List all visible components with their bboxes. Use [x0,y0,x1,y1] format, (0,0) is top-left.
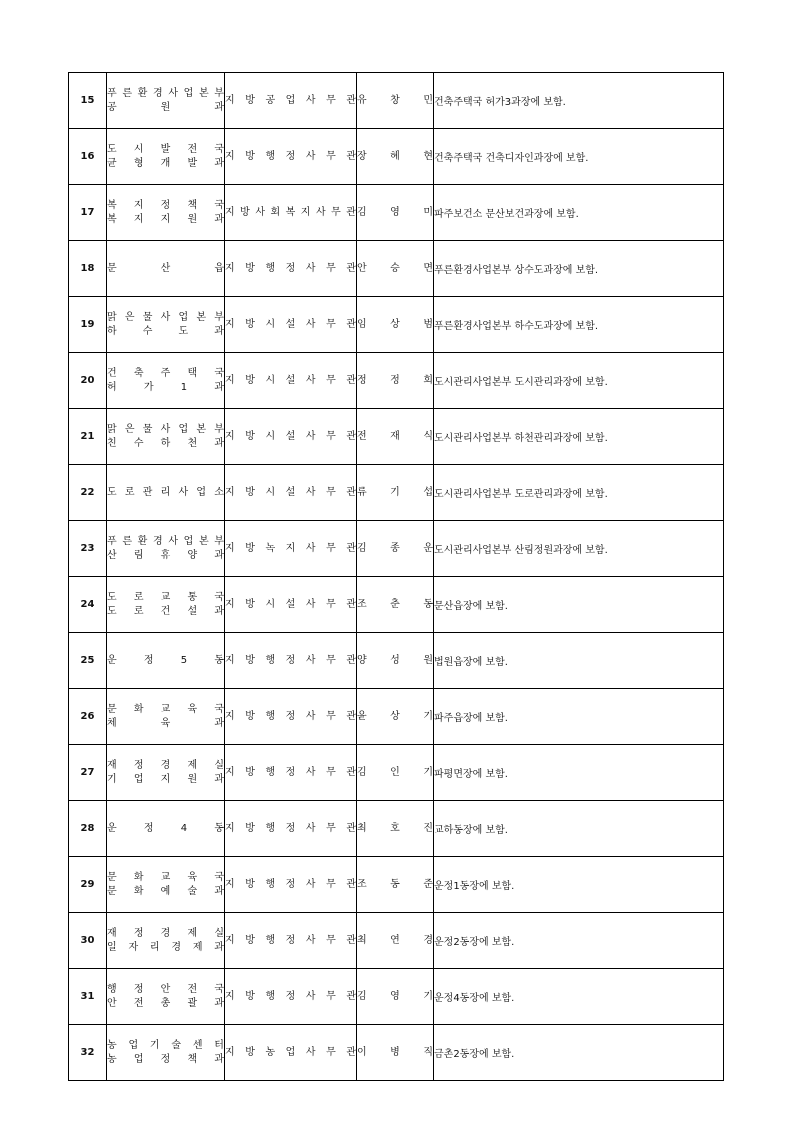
name-cell [357,521,434,577]
person-name: 김 인 기 [357,766,433,778]
rank-text: 지 방 농 업 사 무 관 [225,1046,356,1058]
person-name: 김 종 운 [357,542,433,554]
assignment-note: 푸른환경사업본부 상수도과장에 보함. [434,241,724,297]
table-row [69,801,724,857]
table-row [69,409,724,465]
department-line-2: 안 전 총 괄 과 [107,997,224,1009]
person-name: 이 병 직 [357,1046,433,1058]
rank-text: 지 방 행 정 사 무 관 [225,990,356,1002]
rank-text: 지 방 행 정 사 무 관 [225,654,356,666]
assignment-note: 운정4동장에 보함. [434,969,724,1025]
department-cell [107,185,225,241]
table-row [69,521,724,577]
table-row [69,185,724,241]
assignment-note: 도시관리사업본부 도시관리과장에 보함. [434,353,724,409]
table-row [69,129,724,185]
name-cell [357,241,434,297]
table-row [69,1025,724,1081]
rank-cell [225,297,357,353]
person-name: 김 영 기 [357,990,433,1002]
row-number: 22 [69,465,107,521]
name-cell [357,1025,434,1081]
assignment-note: 운정1동장에 보함. [434,857,724,913]
department-line-1: 재 정 경 제 실 [107,927,224,939]
department-line-2: 균 형 개 발 과 [107,157,224,169]
person-name: 안 승 면 [357,262,433,274]
department-line-2: 체 육 과 [107,717,224,729]
row-number: 32 [69,1025,107,1081]
row-number: 29 [69,857,107,913]
department-line-1: 문 산 읍 [107,262,224,274]
table-row [69,857,724,913]
department-cell [107,689,225,745]
name-cell [357,73,434,129]
rank-text: 지 방 시 설 사 무 관 [225,486,356,498]
row-number: 19 [69,297,107,353]
table-row [69,297,724,353]
rank-text: 지 방 시 설 사 무 관 [225,374,356,386]
rank-cell [225,857,357,913]
assignment-note: 금촌2동장에 보함. [434,1025,724,1081]
person-name: 양 성 원 [357,654,433,666]
row-number: 21 [69,409,107,465]
name-cell [357,969,434,1025]
department-line-1: 재 정 경 제 실 [107,759,224,771]
department-cell [107,969,225,1025]
row-number: 20 [69,353,107,409]
person-name: 정 정 희 [357,374,433,386]
assignment-note: 도시관리사업본부 도로관리과장에 보함. [434,465,724,521]
assignment-note: 건축주택국 허가3과장에 보함. [434,73,724,129]
table-row [69,353,724,409]
row-number: 31 [69,969,107,1025]
rank-text: 지 방 행 정 사 무 관 [225,822,356,834]
department-cell [107,73,225,129]
assignment-note: 파주읍장에 보함. [434,689,724,745]
department-line-1: 푸 른 환 경 사 업 본 부 [107,535,224,547]
rank-cell [225,969,357,1025]
rank-cell [225,1025,357,1081]
name-cell [357,913,434,969]
assignment-note: 도시관리사업본부 산림정원과장에 보함. [434,521,724,577]
department-line-2: 산 림 휴 양 과 [107,549,224,561]
row-number: 28 [69,801,107,857]
department-line-2: 복 지 지 원 과 [107,213,224,225]
department-cell [107,353,225,409]
row-number: 30 [69,913,107,969]
row-number: 24 [69,577,107,633]
rank-cell [225,465,357,521]
department-cell [107,633,225,689]
department-line-1: 운 정 5 동 [107,654,224,666]
person-name: 유 창 민 [357,94,433,106]
person-name: 김 영 미 [357,206,433,218]
row-number: 16 [69,129,107,185]
assignment-note: 법원읍장에 보함. [434,633,724,689]
table-row [69,913,724,969]
name-cell [357,465,434,521]
rank-text: 지 방 사 회 복 지 사 무 관 [225,206,356,218]
table-row [69,689,724,745]
department-line-2: 친 수 하 천 과 [107,437,224,449]
name-cell [357,857,434,913]
rank-text: 지 방 시 설 사 무 관 [225,430,356,442]
department-cell [107,577,225,633]
person-name: 류 기 섭 [357,486,433,498]
department-cell [107,129,225,185]
person-name: 최 연 경 [357,934,433,946]
department-line-2: 공 원 과 [107,101,224,113]
department-cell [107,297,225,353]
rank-cell [225,521,357,577]
person-name: 장 혜 현 [357,150,433,162]
name-cell [357,633,434,689]
row-number: 15 [69,73,107,129]
department-cell [107,745,225,801]
rank-text: 지 방 시 설 사 무 관 [225,598,356,610]
rank-cell [225,689,357,745]
row-number: 18 [69,241,107,297]
assignment-note: 교하동장에 보함. [434,801,724,857]
name-cell [357,577,434,633]
rank-cell [225,129,357,185]
department-line-2: 문 화 예 술 과 [107,885,224,897]
department-cell [107,465,225,521]
department-cell [107,521,225,577]
rank-text: 지 방 행 정 사 무 관 [225,262,356,274]
rank-cell [225,913,357,969]
row-number: 25 [69,633,107,689]
department-line-1: 푸 른 환 경 사 업 본 부 [107,87,224,99]
rank-text: 지 방 행 정 사 무 관 [225,150,356,162]
assignment-note: 파주보건소 문산보건과장에 보함. [434,185,724,241]
name-cell [357,409,434,465]
row-number: 23 [69,521,107,577]
name-cell [357,689,434,745]
department-line-1: 도 로 관 리 사 업 소 [107,486,224,498]
department-line-1: 행 정 안 전 국 [107,983,224,995]
department-line-1: 건 축 주 택 국 [107,367,224,379]
department-line-2: 일 자 리 경 제 과 [107,941,224,953]
personnel-table [68,72,724,1081]
department-line-2: 도 로 건 설 과 [107,605,224,617]
department-line-1: 맑 은 물 사 업 본 부 [107,311,224,323]
department-cell [107,1025,225,1081]
department-line-2: 농 업 정 책 과 [107,1053,224,1065]
table-row [69,745,724,801]
department-line-1: 도 로 교 통 국 [107,591,224,603]
name-cell [357,297,434,353]
rank-cell [225,241,357,297]
row-number: 27 [69,745,107,801]
department-line-2: 허 가 1 과 [107,381,224,393]
rank-text: 지 방 행 정 사 무 관 [225,934,356,946]
table-row [69,465,724,521]
person-name: 조 동 준 [357,878,433,890]
assignment-note: 푸른환경사업본부 하수도과장에 보함. [434,297,724,353]
table-row [69,969,724,1025]
department-cell [107,857,225,913]
name-cell [357,745,434,801]
assignment-note: 도시관리사업본부 하천관리과장에 보함. [434,409,724,465]
department-line-1: 농 업 기 술 센 터 [107,1039,224,1051]
department-line-1: 운 정 4 동 [107,822,224,834]
assignment-note: 운정2동장에 보함. [434,913,724,969]
person-name: 조 춘 동 [357,598,433,610]
name-cell [357,185,434,241]
rank-cell [225,185,357,241]
rank-cell [225,409,357,465]
department-cell [107,241,225,297]
person-name: 임 상 범 [357,318,433,330]
assignment-note: 건축주택국 건축디자인과장에 보함. [434,129,724,185]
department-line-2: 기 업 지 원 과 [107,773,224,785]
department-line-1: 문 화 교 육 국 [107,703,224,715]
rank-cell [225,73,357,129]
department-line-2: 하 수 도 과 [107,325,224,337]
name-cell [357,129,434,185]
department-line-1: 맑 은 물 사 업 본 부 [107,423,224,435]
table-row [69,577,724,633]
department-line-1: 도 시 발 전 국 [107,143,224,155]
person-name: 윤 상 기 [357,710,433,722]
rank-text: 지 방 공 업 사 무 관 [225,94,356,106]
assignment-note: 파평면장에 보함. [434,745,724,801]
rank-cell [225,633,357,689]
department-cell [107,801,225,857]
personnel-table-body [69,73,724,1081]
assignment-note: 문산읍장에 보함. [434,577,724,633]
rank-cell [225,745,357,801]
department-line-1: 복 지 정 책 국 [107,199,224,211]
rank-text: 지 방 녹 지 사 무 관 [225,542,356,554]
rank-cell [225,577,357,633]
rank-cell [225,801,357,857]
table-row [69,633,724,689]
rank-text: 지 방 시 설 사 무 관 [225,318,356,330]
rank-text: 지 방 행 정 사 무 관 [225,766,356,778]
row-number: 17 [69,185,107,241]
person-name: 최 호 진 [357,822,433,834]
rank-cell [225,353,357,409]
name-cell [357,353,434,409]
table-row [69,73,724,129]
rank-text: 지 방 행 정 사 무 관 [225,878,356,890]
department-cell [107,409,225,465]
person-name: 전 재 식 [357,430,433,442]
row-number: 26 [69,689,107,745]
department-line-1: 문 화 교 육 국 [107,871,224,883]
name-cell [357,801,434,857]
department-cell [107,913,225,969]
rank-text: 지 방 행 정 사 무 관 [225,710,356,722]
table-row [69,241,724,297]
